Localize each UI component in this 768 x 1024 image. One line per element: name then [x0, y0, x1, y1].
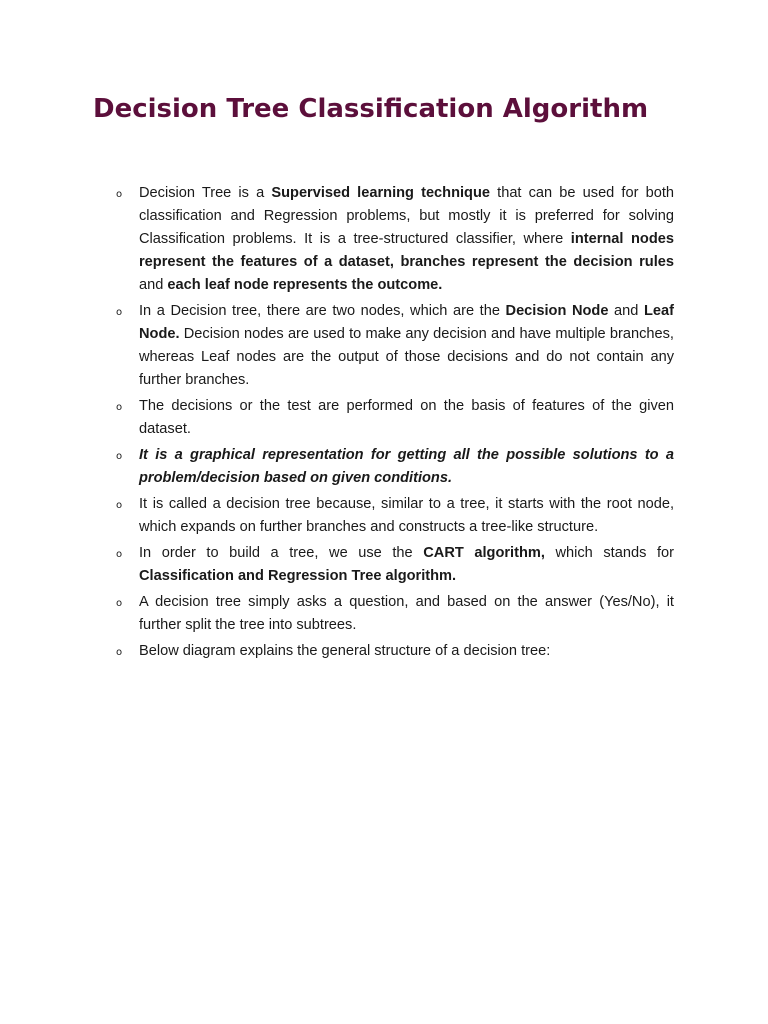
- body-text: A decision tree simply asks a question, and based on the answer (Yes/No), it further split the tree into subtrees.: [139, 594, 674, 633]
- bullet-marker-icon: o: [116, 189, 123, 200]
- body-text: Decision Tree is a: [139, 185, 272, 201]
- bullet-item: [0, 591, 674, 637]
- bullet-marker-icon: o: [116, 451, 123, 462]
- bold-text: Leaf Node.: [139, 303, 674, 342]
- body-text: and: [608, 303, 644, 319]
- bold-italic-text: It is a graphical representation for getting all the possible solutions to a problem/decision based on given conditions.: [139, 447, 674, 486]
- bold-text: Classification and Regression Tree algorithm.: [139, 568, 457, 584]
- bullet-item: [0, 182, 674, 297]
- bullet-item: [0, 300, 674, 392]
- bullet-item: [0, 395, 674, 441]
- body-text: Decision nodes are used to make any decision and have multiple branches, whereas Leaf nodes are the output of those decisions and do not contain any further branches.: [139, 326, 674, 388]
- body-text: that can be used for both classification and Regression problems, but mostly it is preferred for solving Classification problems. It is a tree-structured classifier, where: [139, 185, 675, 247]
- bold-text: CART algorithm,: [423, 545, 545, 561]
- body-text: which stands for: [544, 545, 674, 561]
- bold-text: each leaf node represents the outcome.: [167, 277, 443, 293]
- body-text: It is called a decision tree because, similar to a tree, it starts with the root node, which expands on further branches and constructs a tree-like structure.: [139, 496, 674, 535]
- bold-text: Supervised learning technique: [271, 185, 491, 201]
- bullet-item: [0, 542, 674, 588]
- bullet-marker-icon: o: [116, 402, 123, 413]
- body-text: In a Decision tree, there are two nodes, which are the: [139, 303, 506, 319]
- bullet-marker-icon: o: [116, 549, 123, 560]
- body-text: The decisions or the test are performed on the basis of features of the given dataset.: [139, 398, 674, 437]
- bullet-list: [0, 182, 768, 666]
- page-title: Decision Tree Classification Algorithm: [93, 94, 649, 124]
- bold-text: Decision Node: [505, 303, 609, 319]
- body-text: and: [139, 277, 168, 293]
- bullet-item: [0, 493, 674, 539]
- bullet-marker-icon: o: [116, 598, 123, 609]
- bullet-marker-icon: o: [116, 307, 123, 318]
- bullet-marker-icon: o: [116, 500, 123, 511]
- body-text: In order to build a tree, we use the: [139, 545, 424, 561]
- bullet-marker-icon: o: [116, 647, 123, 658]
- bullet-item: [0, 640, 674, 663]
- bold-text: internal nodes represent the features of a dataset, branches represent the decision rules: [139, 231, 674, 270]
- bullet-item: [0, 444, 674, 490]
- body-text: Below diagram explains the general structure of a decision tree:: [139, 643, 551, 659]
